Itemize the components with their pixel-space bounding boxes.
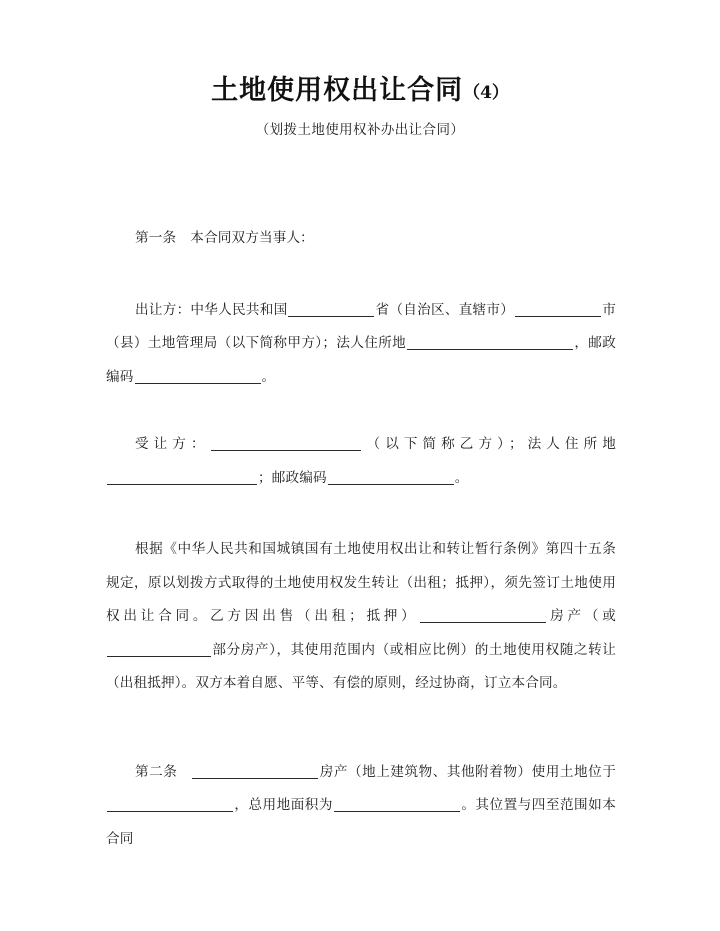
clause-1-label: 第一条 [135, 230, 177, 246]
clause-1-heading [106, 222, 616, 256]
legal-basis-paragraph [106, 533, 616, 701]
spacer [106, 256, 616, 294]
transferor-city-blank[interactable] [515, 301, 601, 317]
transferee-address-blank[interactable] [107, 469, 257, 485]
transferor-paragraph [106, 294, 616, 395]
transferee-postcode-blank[interactable] [328, 469, 454, 485]
page-title-text: 土地使用权出让合同 [211, 75, 464, 106]
property-blank-1[interactable] [420, 607, 546, 623]
clause-2-text-a: 房产（地上建筑物、其他附着物）使用土地位于 [319, 763, 616, 780]
page-title-suffix: （4） [463, 83, 509, 103]
transferor-text-c: 市（县）土地管理局（以下简称甲方）；法人住所地 [106, 301, 616, 351]
spacer [106, 495, 616, 533]
clause-2-location-blank[interactable] [107, 796, 233, 812]
transferor-text-e: 。 [261, 368, 276, 385]
transferee-text-d: 。 [454, 469, 469, 486]
clause-2-area-blank[interactable] [334, 796, 460, 812]
transferor-postcode-blank[interactable] [135, 368, 261, 384]
transferee-text-a: 受让方： [135, 436, 210, 452]
spacer [106, 701, 616, 756]
transferor-text-a: 出让方：中华人民共和国 [135, 301, 288, 318]
transferee-text-b: （以下简称乙方）；法人住所地 [361, 436, 616, 452]
transferee-text-c: ；邮政编码 [258, 469, 327, 486]
transferor-address-blank[interactable] [407, 334, 573, 350]
page-title [0, 74, 720, 110]
clause-2-text-c: 。其位置与四至范围如本合同 [106, 797, 616, 847]
transferee-paragraph [106, 428, 616, 495]
property-blank-2[interactable] [107, 641, 211, 657]
page-subtitle: （划拨土地使用权补办出让合同） [255, 122, 465, 138]
spacer [106, 394, 616, 428]
legal-basis-text-c: 部分房产），其使用范围内（或相应比例）的土地使用权随之转让（出租抵押）。双方本着自愿、平等、有偿的原则，经过协商，订立本合同。 [106, 641, 616, 691]
transferor-province-blank[interactable] [288, 301, 374, 317]
document-body [106, 222, 616, 856]
transferor-text-b: 省（自治区、直辖市） [375, 301, 515, 318]
legal-basis-text-b: 房产（或 [546, 608, 616, 624]
transferor-text-d: ，邮政编码 [106, 335, 616, 385]
clause-2-property-blank[interactable] [192, 763, 318, 779]
legal-basis-text-a: 根据《中华人民共和国城镇国有土地使用权出让和转让暂行条例》第四十五条规定，原以划拨方式取得的土地使用权发生转让（出租；抵押），须先签订土地使用权出让合同。乙方因出售（出租；抵押） [106, 541, 616, 624]
title-block [0, 74, 720, 140]
clause-2-paragraph [106, 756, 616, 857]
clause-2-text-b: ，总用地面积为 [234, 797, 333, 813]
clause-2-label: 第二条 [135, 763, 178, 780]
transferee-name-blank[interactable] [211, 435, 361, 451]
clause-1-text: 本合同双方当事人： [190, 230, 314, 246]
